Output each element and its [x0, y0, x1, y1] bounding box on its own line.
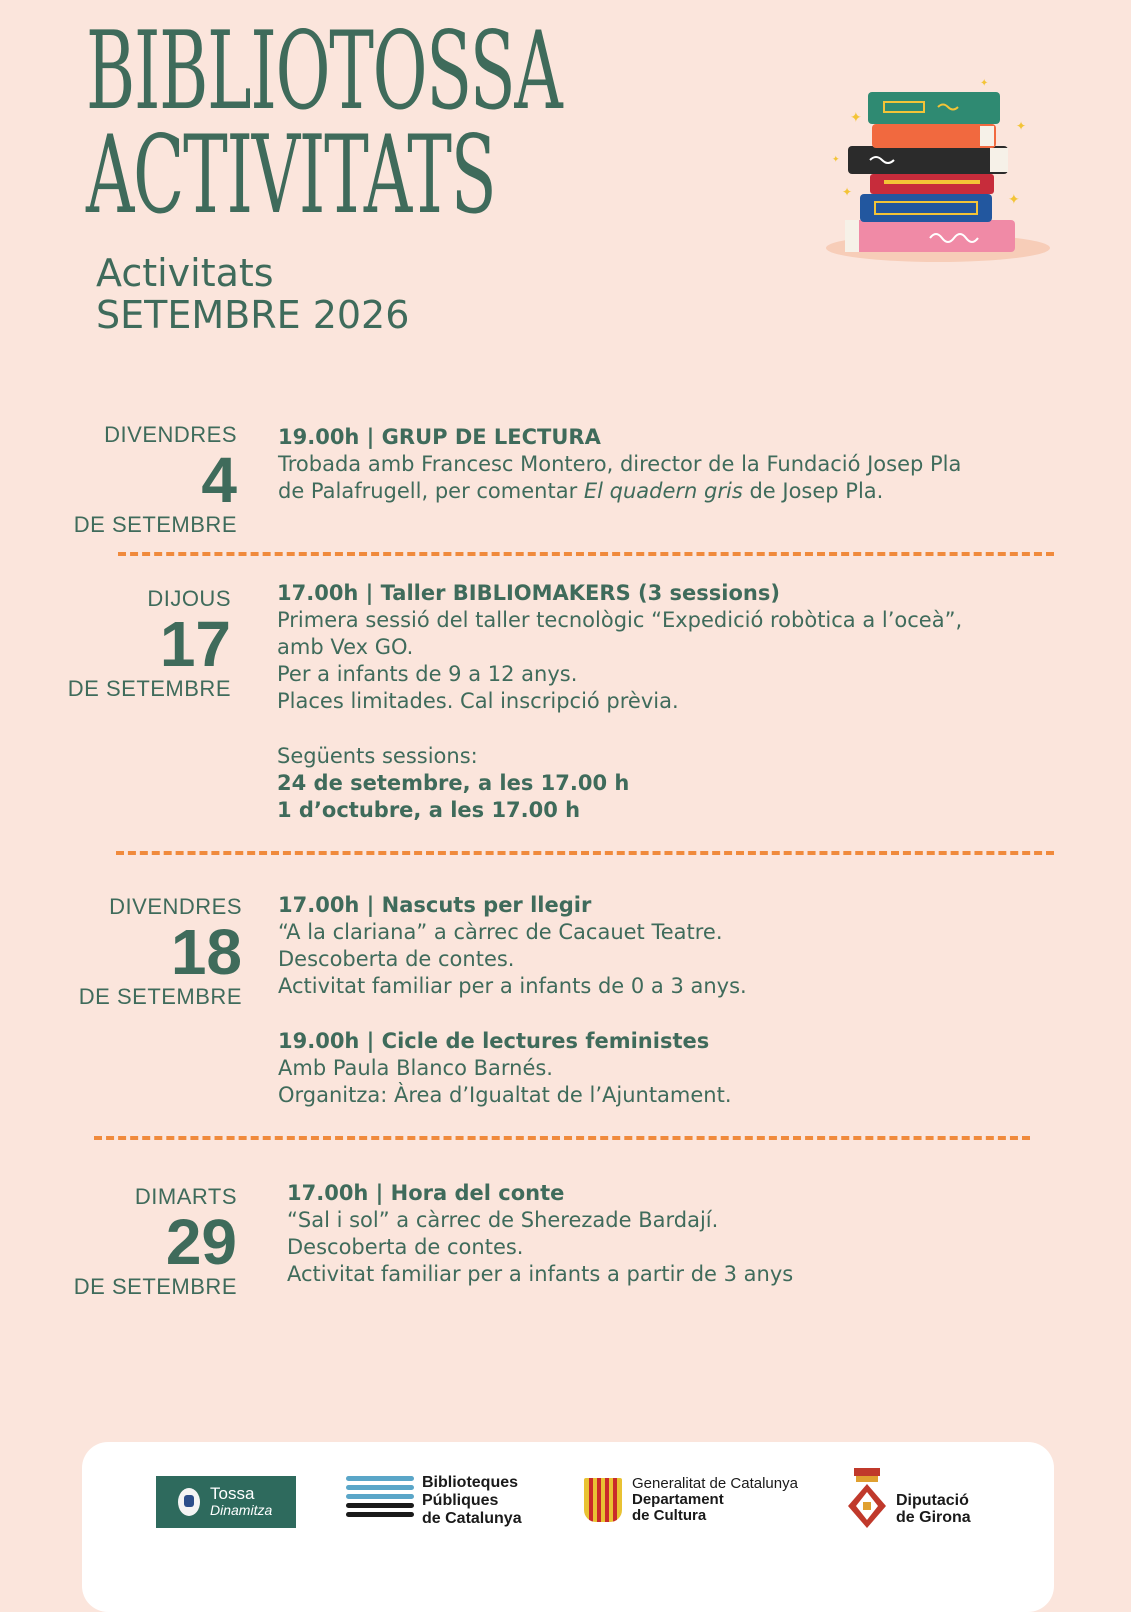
logo-text: Tossa — [210, 1484, 255, 1503]
svg-text:✦: ✦ — [1016, 119, 1027, 133]
svg-text:✦: ✦ — [842, 185, 853, 199]
event-info — [287, 1180, 1087, 1288]
title-line-2: ACTIVITATS — [86, 113, 496, 238]
title-line-1: BIBLIOTOSSA — [86, 9, 562, 134]
divider — [94, 1136, 1030, 1140]
event-line-text: de Josep Pla. — [742, 479, 884, 503]
event-heading-2: 19.00h | Cicle de lectures feministes — [278, 1029, 710, 1053]
event-info — [278, 892, 1078, 1109]
divider — [118, 552, 1054, 556]
event-day: 18 — [170, 916, 242, 988]
event-heading: 19.00h | GRUP DE LECTURA — [278, 425, 601, 449]
event-month: DE SETEMBRE — [67, 676, 231, 701]
divider — [116, 851, 1054, 855]
logo-text: Diputació — [896, 1492, 969, 1509]
event-weekday: DIVENDRES — [109, 894, 242, 919]
logo-text: Generalitat de Catalunya — [632, 1475, 798, 1492]
logo-text: Biblioteques — [422, 1474, 519, 1491]
next-session: 1 d’octubre, a les 17.00 h — [277, 798, 581, 822]
event-line: Primera sessió del taller tecnològic “Expedició robòtica a l’oceà”, — [277, 608, 963, 632]
event-month: DE SETEMBRE — [73, 512, 237, 537]
generalitat-flag-icon — [584, 1478, 622, 1522]
event-line: Trobada amb Francesc Montero, director de la Fundació Josep Pla — [278, 452, 962, 476]
book-title: El quadern gris — [583, 479, 743, 503]
next-sessions-label: Següents sessions: — [277, 744, 478, 768]
event-info — [278, 424, 1078, 505]
event-day: 29 — [165, 1206, 237, 1278]
event-date — [31, 586, 231, 702]
event-line: Amb Paula Blanco Barnés. — [278, 1056, 553, 1080]
event-line: “Sal i sol” a càrrec de Sherezade Bardají. — [287, 1208, 719, 1232]
next-session: 24 de setembre, a les 17.00 h — [277, 771, 630, 795]
bpc-stripes-icon — [346, 1476, 414, 1528]
event-line: Organitza: Àrea d’Igualtat de l’Ajuntament. — [278, 1083, 732, 1107]
event-line: Places limitades. Cal inscripció prèvia. — [277, 689, 679, 713]
event-weekday: DIMARTS — [134, 1184, 237, 1209]
logo-text: Públiques — [422, 1492, 499, 1509]
diputacio-girona-logo — [846, 1468, 1016, 1532]
event-info — [277, 580, 1077, 824]
event-line: Descoberta de contes. — [287, 1235, 524, 1259]
tossa-emblem-icon — [178, 1488, 200, 1516]
books-stack-icon — [820, 70, 1060, 280]
svg-text:✦: ✦ — [980, 78, 989, 89]
svg-text:✦: ✦ — [1008, 192, 1020, 208]
spacer — [278, 1000, 1078, 1028]
event-heading: 17.00h | Nascuts per llegir — [278, 893, 592, 917]
event-date — [37, 1184, 237, 1300]
event-line — [278, 478, 1078, 505]
event-weekday: DIJOUS — [147, 586, 231, 611]
logo-text: de Catalunya — [422, 1510, 522, 1527]
event-date — [37, 422, 237, 538]
event-heading: 17.00h | Hora del conte — [287, 1181, 565, 1205]
event-weekday: DIVENDRES — [104, 422, 237, 447]
event-day: 17 — [159, 608, 231, 680]
logo-text: Dinamitza — [210, 1502, 273, 1518]
footer-logos — [82, 1442, 1054, 1612]
subtitle-line-1: Activitats — [96, 251, 274, 295]
event-day: 4 — [201, 444, 237, 516]
event-line: amb Vex GO. — [277, 635, 414, 659]
event-line: Descoberta de contes. — [278, 947, 515, 971]
event-line: “A la clariana” a càrrec de Cacauet Teatre. — [278, 920, 723, 944]
generalitat-cultura-logo — [584, 1476, 814, 1526]
diputacio-shield-icon — [846, 1468, 888, 1530]
subtitle — [96, 252, 409, 336]
biblioteques-publiques-logo — [346, 1474, 546, 1530]
event-line: Per a infants de 9 a 12 anys. — [277, 662, 578, 686]
event-line-text: de Palafrugell, per comentar — [278, 479, 584, 503]
event-heading: 17.00h | Taller BIBLIOMAKERS (3 sessions) — [277, 581, 780, 605]
event-line: Activitat familiar per a infants de 0 a 3 anys. — [278, 974, 747, 998]
spacer — [277, 715, 1077, 743]
subtitle-line-2: SETEMBRE 2026 — [96, 293, 410, 337]
event-line: Activitat familiar per a infants a partir de 3 anys — [287, 1262, 794, 1286]
event-month: DE SETEMBRE — [73, 1274, 237, 1299]
event-date — [42, 894, 242, 1010]
tossa-dinamitza-logo — [156, 1476, 296, 1528]
svg-text:✦: ✦ — [850, 110, 862, 126]
event-month: DE SETEMBRE — [78, 984, 242, 1009]
logo-text: de Cultura — [632, 1507, 707, 1524]
logo-text: Departament — [632, 1491, 724, 1508]
svg-text:✦: ✦ — [832, 155, 840, 165]
main-title — [86, 9, 562, 238]
logo-text: de Girona — [896, 1509, 971, 1526]
